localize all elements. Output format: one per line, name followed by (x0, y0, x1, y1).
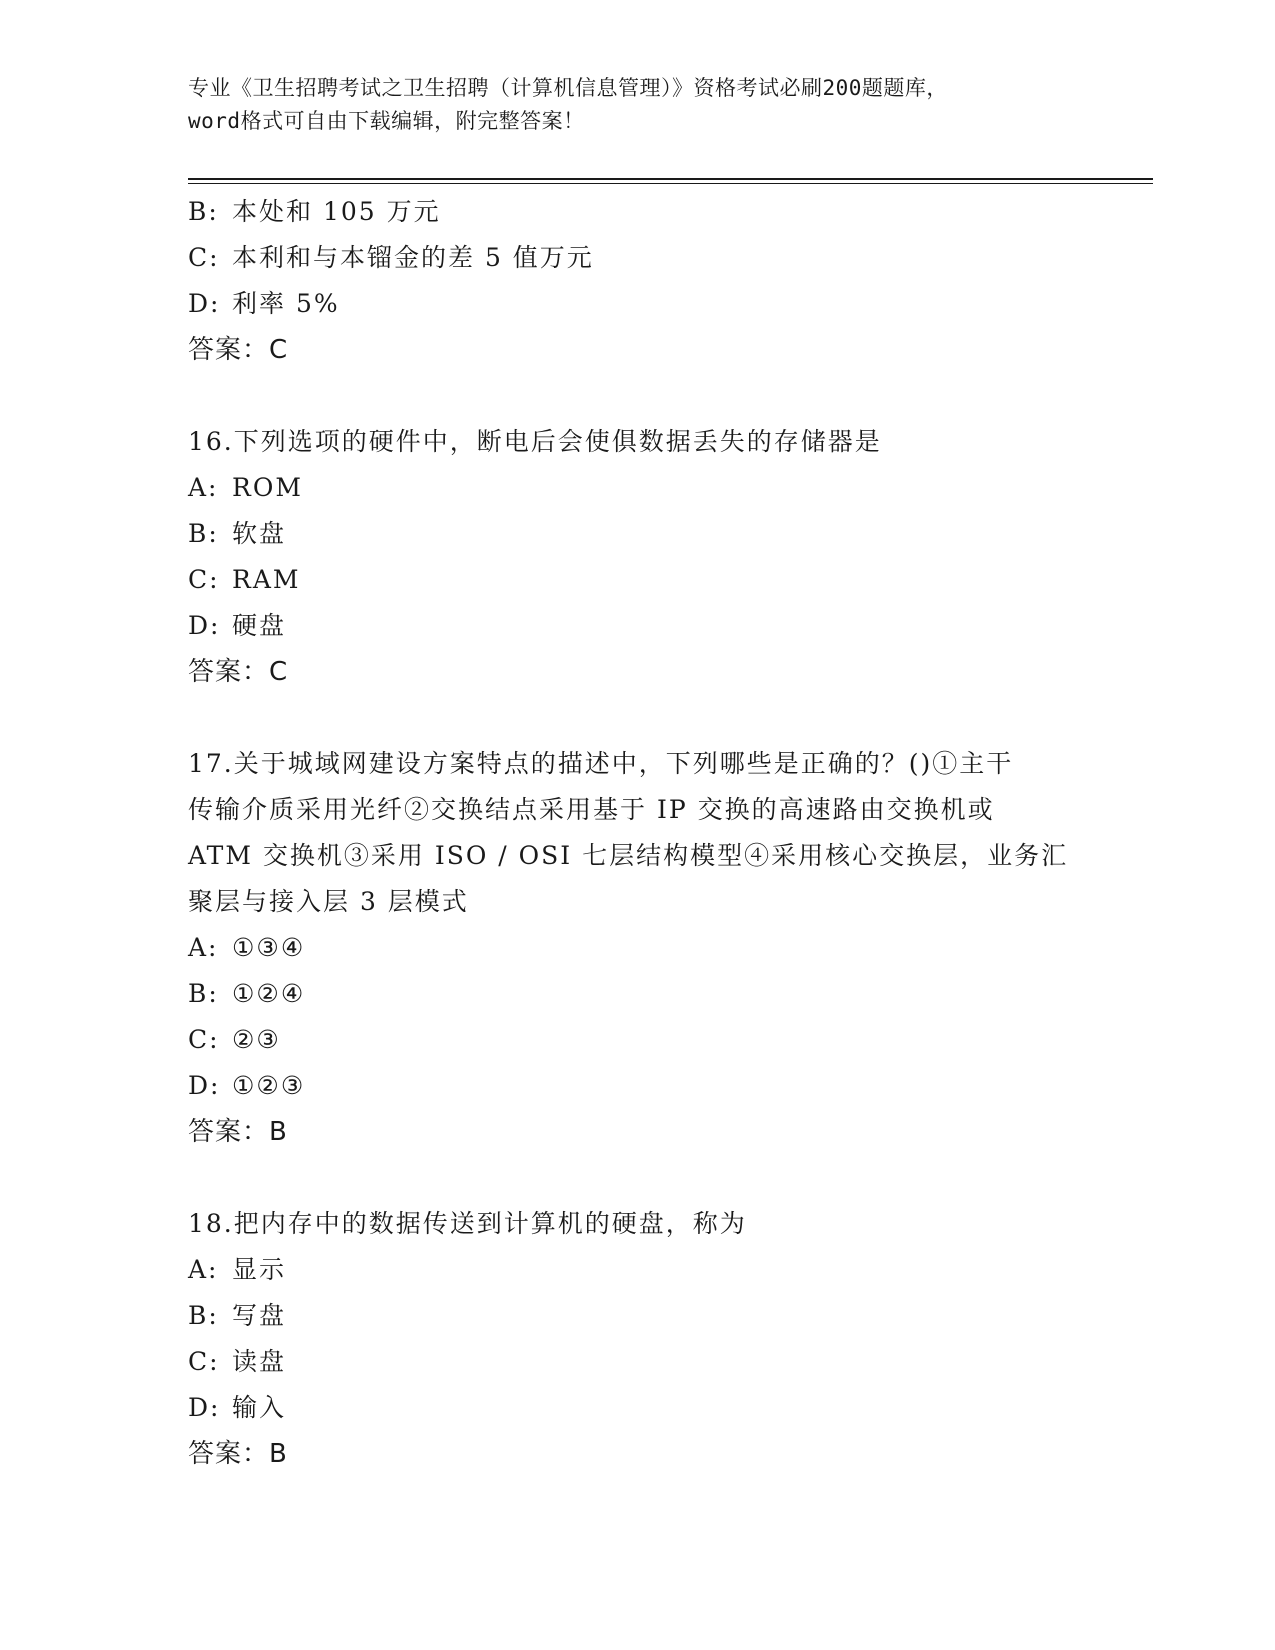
option-a (188, 1247, 1088, 1293)
option-c (188, 235, 1088, 281)
option-a (188, 925, 1088, 971)
option-letter: B: (188, 197, 219, 226)
answer-line: 答案：B (188, 1117, 288, 1147)
question-block-18 (188, 1201, 1088, 1477)
option-d (188, 281, 1088, 327)
option-letter: A: (188, 1255, 219, 1284)
option-text: 显示 (232, 1255, 287, 1284)
option-b (188, 971, 1088, 1017)
option-a (188, 465, 1088, 511)
option-b (188, 189, 1088, 235)
header-line-1: 专业《卫生招聘考试之卫生招聘（计算机信息管理）》资格考试必刷200题题库， (188, 76, 948, 100)
document-header (188, 72, 1088, 138)
option-text: ①②③ (232, 1071, 306, 1100)
option-text: 软盘 (232, 519, 287, 548)
option-text: RAM (232, 565, 301, 594)
option-text: ①③④ (232, 933, 306, 962)
option-letter: C: (188, 1025, 220, 1054)
answer-line: 答案：C (188, 657, 289, 687)
option-text: 输入 (232, 1393, 287, 1422)
option-text: ②③ (232, 1025, 281, 1054)
question-block-16 (188, 419, 1088, 695)
option-b (188, 511, 1088, 557)
option-b (188, 1293, 1088, 1339)
question-stem-line-4: 聚层与接入层 3 层模式 (188, 887, 469, 916)
question-block-17 (188, 741, 1088, 1155)
option-text: 写盘 (232, 1301, 287, 1330)
question-stem-line-3: ATM 交换机③采用 ISO / OSI 七层结构模型④采用核心交换层，业务汇 (188, 841, 1069, 870)
answer-line: 答案：C (188, 335, 289, 365)
answer-line: 答案：B (188, 1439, 288, 1469)
option-text: 硬盘 (232, 611, 287, 640)
option-d (188, 1063, 1088, 1109)
option-letter: D: (188, 1393, 221, 1422)
option-letter: D: (188, 611, 221, 640)
option-text: 本处和 105 万元 (232, 197, 441, 226)
option-letter: A: (188, 473, 219, 502)
option-letter: B: (188, 1301, 219, 1330)
header-divider-thick (188, 178, 1153, 180)
option-letter: B: (188, 979, 219, 1008)
option-c (188, 1017, 1088, 1063)
question-block-15 (188, 189, 1088, 373)
option-letter: C: (188, 1347, 220, 1376)
option-text: ROM (232, 473, 303, 502)
header-line-2: word格式可自由下载编辑，附完整答案！ (188, 109, 585, 133)
option-letter: D: (188, 1071, 221, 1100)
option-c (188, 557, 1088, 603)
option-d (188, 603, 1088, 649)
question-stem: 18.把内存中的数据传送到计算机的硬盘，称为 (188, 1209, 747, 1238)
option-letter: A: (188, 933, 219, 962)
question-list (188, 189, 1088, 1477)
question-stem: 16.下列选项的硬件中，断电后会使俱数据丢失的存储器是 (188, 427, 882, 456)
option-text: 利率 5% (232, 289, 340, 318)
option-text: 本利和与本镏金的差 5 值万元 (232, 243, 594, 272)
option-letter: C: (188, 565, 220, 594)
header-divider-thin (188, 183, 1153, 184)
option-text: ①②④ (232, 979, 306, 1008)
option-d (188, 1385, 1088, 1431)
option-text: 读盘 (232, 1347, 287, 1376)
question-stem-line-2: 传输介质采用光纤②交换结点采用基于 IP 交换的高速路由交换机或 (188, 795, 995, 824)
option-letter: C: (188, 243, 220, 272)
option-letter: D: (188, 289, 221, 318)
question-stem-line-1: 17.关于城域网建设方案特点的描述中，下列哪些是正确的？()①主干 (188, 749, 1014, 778)
option-c (188, 1339, 1088, 1385)
option-letter: B: (188, 519, 219, 548)
